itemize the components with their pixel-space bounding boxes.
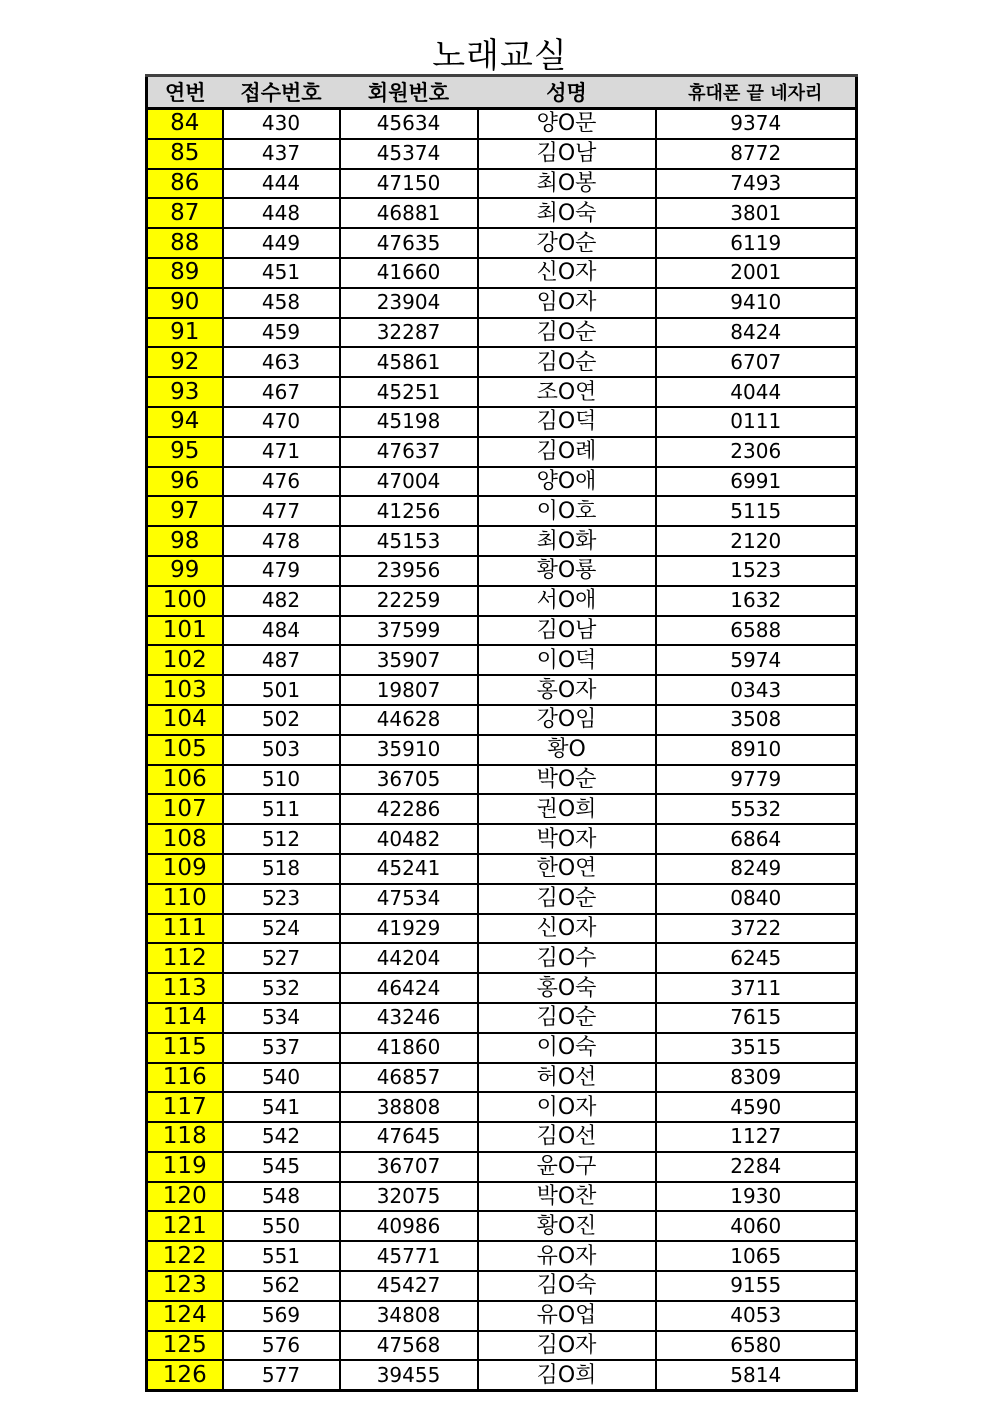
table-row [147, 1271, 857, 1301]
cell-seq: 86 [147, 169, 223, 199]
cell-name: 신O자 [478, 914, 656, 944]
cell-seq: 95 [147, 437, 223, 467]
table-row [147, 258, 857, 288]
cell-seq: 100 [147, 586, 223, 616]
cell-name: 최O화 [478, 526, 656, 556]
cell-member-number: 41256 [340, 496, 478, 526]
table-row [147, 526, 857, 556]
cell-receipt-number: 479 [223, 556, 340, 586]
cell-phone-last4: 3508 [656, 705, 857, 735]
cell-member-number: 45251 [340, 377, 478, 407]
table-row [147, 1301, 857, 1331]
cell-member-number: 47568 [340, 1331, 478, 1361]
cell-name: 강O순 [478, 228, 656, 258]
cell-name: 황O진 [478, 1211, 656, 1241]
table-row [147, 1331, 857, 1361]
cell-seq: 98 [147, 526, 223, 556]
table-row [147, 1092, 857, 1122]
cell-member-number: 23956 [340, 556, 478, 586]
cell-member-number: 32287 [340, 318, 478, 348]
cell-receipt-number: 545 [223, 1152, 340, 1182]
cell-seq: 124 [147, 1301, 223, 1331]
cell-member-number: 40482 [340, 824, 478, 854]
cell-seq: 104 [147, 705, 223, 735]
table-row [147, 765, 857, 795]
cell-receipt-number: 534 [223, 1003, 340, 1033]
cell-receipt-number: 502 [223, 705, 340, 735]
cell-member-number: 45198 [340, 407, 478, 437]
cell-name: 황O룡 [478, 556, 656, 586]
cell-name: 홍O자 [478, 675, 656, 705]
cell-seq: 125 [147, 1331, 223, 1361]
header-name: 성명 [478, 76, 656, 109]
cell-name: 허O선 [478, 1063, 656, 1093]
cell-member-number: 47534 [340, 884, 478, 914]
cell-seq: 122 [147, 1241, 223, 1271]
cell-seq: 103 [147, 675, 223, 705]
cell-seq: 121 [147, 1211, 223, 1241]
cell-receipt-number: 512 [223, 824, 340, 854]
cell-receipt-number: 458 [223, 288, 340, 318]
table-row [147, 586, 857, 616]
cell-name: 유O자 [478, 1241, 656, 1271]
cell-seq: 85 [147, 139, 223, 169]
page-title: 노래교실 [432, 36, 568, 76]
cell-member-number: 46857 [340, 1063, 478, 1093]
cell-seq: 96 [147, 467, 223, 497]
cell-receipt-number: 548 [223, 1182, 340, 1212]
cell-member-number: 47635 [340, 228, 478, 258]
cell-member-number: 36707 [340, 1152, 478, 1182]
cell-name: 박O순 [478, 765, 656, 795]
cell-member-number: 45374 [340, 139, 478, 169]
cell-member-number: 47150 [340, 169, 478, 199]
cell-name: 양O애 [478, 467, 656, 497]
cell-phone-last4: 2001 [656, 258, 857, 288]
cell-member-number: 35910 [340, 735, 478, 765]
cell-seq: 120 [147, 1182, 223, 1212]
cell-seq: 109 [147, 854, 223, 884]
cell-phone-last4: 9155 [656, 1271, 857, 1301]
cell-phone-last4: 1127 [656, 1122, 857, 1152]
cell-phone-last4: 8772 [656, 139, 857, 169]
cell-member-number: 44204 [340, 943, 478, 973]
cell-name: 김O순 [478, 884, 656, 914]
cell-receipt-number: 532 [223, 973, 340, 1003]
cell-phone-last4: 6707 [656, 347, 857, 377]
cell-member-number: 39455 [340, 1360, 478, 1390]
table-row [147, 1360, 857, 1390]
table-row [147, 1003, 857, 1033]
table-row [147, 943, 857, 973]
cell-name: 박O자 [478, 824, 656, 854]
cell-seq: 117 [147, 1092, 223, 1122]
cell-seq: 108 [147, 824, 223, 854]
cell-name: 김O순 [478, 318, 656, 348]
cell-receipt-number: 523 [223, 884, 340, 914]
table-row [147, 1211, 857, 1241]
header-member-number: 회원번호 [340, 76, 478, 109]
cell-name: 김O례 [478, 437, 656, 467]
header-receipt-number: 접수번호 [223, 76, 340, 109]
cell-member-number: 40986 [340, 1211, 478, 1241]
cell-name: 김O희 [478, 1360, 656, 1390]
cell-name: 임O자 [478, 288, 656, 318]
cell-name: 권O희 [478, 794, 656, 824]
table-row [147, 169, 857, 199]
cell-receipt-number: 541 [223, 1092, 340, 1122]
cell-phone-last4: 7493 [656, 169, 857, 199]
cell-member-number: 42286 [340, 794, 478, 824]
table-row [147, 616, 857, 646]
cell-seq: 94 [147, 407, 223, 437]
cell-seq: 114 [147, 1003, 223, 1033]
cell-receipt-number: 524 [223, 914, 340, 944]
cell-phone-last4: 2306 [656, 437, 857, 467]
cell-seq: 107 [147, 794, 223, 824]
cell-member-number: 45634 [340, 109, 478, 139]
table-row [147, 854, 857, 884]
table-row [147, 675, 857, 705]
table-row [147, 288, 857, 318]
cell-phone-last4: 8249 [656, 854, 857, 884]
table-row [147, 556, 857, 586]
cell-name: 윤O구 [478, 1152, 656, 1182]
table-row [147, 1063, 857, 1093]
table-row [147, 705, 857, 735]
cell-receipt-number: 476 [223, 467, 340, 497]
cell-phone-last4: 5814 [656, 1360, 857, 1390]
cell-name: 서O애 [478, 586, 656, 616]
table-body [147, 109, 857, 1391]
cell-member-number: 37599 [340, 616, 478, 646]
cell-member-number: 36705 [340, 765, 478, 795]
cell-phone-last4: 9779 [656, 765, 857, 795]
table-row [147, 377, 857, 407]
cell-receipt-number: 430 [223, 109, 340, 139]
cell-name: 김O남 [478, 616, 656, 646]
cell-receipt-number: 478 [223, 526, 340, 556]
cell-seq: 123 [147, 1271, 223, 1301]
cell-receipt-number: 482 [223, 586, 340, 616]
cell-member-number: 35907 [340, 645, 478, 675]
cell-seq: 116 [147, 1063, 223, 1093]
cell-name: 양O문 [478, 109, 656, 139]
cell-member-number: 32075 [340, 1182, 478, 1212]
cell-seq: 101 [147, 616, 223, 646]
table-row [147, 109, 857, 139]
cell-phone-last4: 1632 [656, 586, 857, 616]
cell-receipt-number: 577 [223, 1360, 340, 1390]
cell-phone-last4: 0840 [656, 884, 857, 914]
table-row [147, 198, 857, 228]
cell-receipt-number: 527 [223, 943, 340, 973]
cell-phone-last4: 4590 [656, 1092, 857, 1122]
cell-phone-last4: 0111 [656, 407, 857, 437]
cell-member-number: 23904 [340, 288, 478, 318]
cell-member-number: 44628 [340, 705, 478, 735]
table-row [147, 1152, 857, 1182]
table-row [147, 318, 857, 348]
cell-name: 홍O숙 [478, 973, 656, 1003]
cell-name: 김O숙 [478, 1271, 656, 1301]
cell-member-number: 46424 [340, 973, 478, 1003]
cell-seq: 115 [147, 1033, 223, 1063]
cell-phone-last4: 8910 [656, 735, 857, 765]
cell-seq: 99 [147, 556, 223, 586]
table-row [147, 228, 857, 258]
cell-name: 조O연 [478, 377, 656, 407]
table-row [147, 1182, 857, 1212]
table-row [147, 1241, 857, 1271]
cell-receipt-number: 448 [223, 198, 340, 228]
cell-member-number: 34808 [340, 1301, 478, 1331]
cell-receipt-number: 477 [223, 496, 340, 526]
cell-receipt-number: 576 [223, 1331, 340, 1361]
cell-seq: 119 [147, 1152, 223, 1182]
table-row [147, 467, 857, 497]
cell-phone-last4: 7615 [656, 1003, 857, 1033]
cell-name: 한O연 [478, 854, 656, 884]
table-row [147, 824, 857, 854]
cell-phone-last4: 6119 [656, 228, 857, 258]
cell-seq: 88 [147, 228, 223, 258]
cell-phone-last4: 5115 [656, 496, 857, 526]
cell-member-number: 45241 [340, 854, 478, 884]
cell-receipt-number: 484 [223, 616, 340, 646]
cell-receipt-number: 569 [223, 1301, 340, 1331]
cell-name: 김O자 [478, 1331, 656, 1361]
cell-seq: 92 [147, 347, 223, 377]
cell-phone-last4: 3722 [656, 914, 857, 944]
cell-phone-last4: 3801 [656, 198, 857, 228]
cell-member-number: 47004 [340, 467, 478, 497]
cell-member-number: 47645 [340, 1122, 478, 1152]
cell-receipt-number: 550 [223, 1211, 340, 1241]
table-row [147, 407, 857, 437]
cell-seq: 110 [147, 884, 223, 914]
cell-phone-last4: 4044 [656, 377, 857, 407]
cell-phone-last4: 6864 [656, 824, 857, 854]
cell-seq: 113 [147, 973, 223, 1003]
cell-phone-last4: 3515 [656, 1033, 857, 1063]
header-row [147, 76, 857, 109]
cell-name: 이O숙 [478, 1033, 656, 1063]
cell-receipt-number: 511 [223, 794, 340, 824]
cell-name: 김O순 [478, 347, 656, 377]
cell-name: 이O덕 [478, 645, 656, 675]
cell-receipt-number: 487 [223, 645, 340, 675]
header-phone-last4: 휴대폰 끝 네자리 [656, 76, 857, 109]
cell-receipt-number: 501 [223, 675, 340, 705]
table-row [147, 645, 857, 675]
cell-name: 최O봉 [478, 169, 656, 199]
cell-name: 김O덕 [478, 407, 656, 437]
cell-phone-last4: 3711 [656, 973, 857, 1003]
cell-name: 김O선 [478, 1122, 656, 1152]
cell-member-number: 41660 [340, 258, 478, 288]
cell-receipt-number: 470 [223, 407, 340, 437]
cell-phone-last4: 9410 [656, 288, 857, 318]
table-row [147, 914, 857, 944]
cell-phone-last4: 5532 [656, 794, 857, 824]
cell-seq: 97 [147, 496, 223, 526]
cell-receipt-number: 562 [223, 1271, 340, 1301]
cell-receipt-number: 467 [223, 377, 340, 407]
cell-member-number: 46881 [340, 198, 478, 228]
cell-receipt-number: 471 [223, 437, 340, 467]
cell-name: 강O임 [478, 705, 656, 735]
cell-phone-last4: 1523 [656, 556, 857, 586]
cell-phone-last4: 2120 [656, 526, 857, 556]
cell-receipt-number: 449 [223, 228, 340, 258]
table-row [147, 139, 857, 169]
cell-seq: 112 [147, 943, 223, 973]
cell-member-number: 41860 [340, 1033, 478, 1063]
cell-seq: 93 [147, 377, 223, 407]
table-row [147, 884, 857, 914]
cell-phone-last4: 6245 [656, 943, 857, 973]
cell-member-number: 22259 [340, 586, 478, 616]
cell-name: 유O업 [478, 1301, 656, 1331]
cell-member-number: 45861 [340, 347, 478, 377]
cell-receipt-number: 437 [223, 139, 340, 169]
cell-seq: 87 [147, 198, 223, 228]
cell-receipt-number: 537 [223, 1033, 340, 1063]
cell-phone-last4: 8424 [656, 318, 857, 348]
cell-receipt-number: 510 [223, 765, 340, 795]
cell-receipt-number: 551 [223, 1241, 340, 1271]
table-row [147, 437, 857, 467]
cell-name: 김O남 [478, 139, 656, 169]
cell-seq: 126 [147, 1360, 223, 1390]
cell-member-number: 19807 [340, 675, 478, 705]
cell-member-number: 45771 [340, 1241, 478, 1271]
cell-phone-last4: 9374 [656, 109, 857, 139]
cell-phone-last4: 0343 [656, 675, 857, 705]
cell-seq: 91 [147, 318, 223, 348]
table-header [147, 76, 857, 109]
cell-name: 박O찬 [478, 1182, 656, 1212]
header-seq: 연번 [147, 76, 223, 109]
table-row [147, 1033, 857, 1063]
cell-receipt-number: 542 [223, 1122, 340, 1152]
cell-member-number: 45153 [340, 526, 478, 556]
table-row [147, 1122, 857, 1152]
cell-name: 김O순 [478, 1003, 656, 1033]
cell-seq: 102 [147, 645, 223, 675]
cell-seq: 118 [147, 1122, 223, 1152]
table-row [147, 973, 857, 1003]
cell-seq: 89 [147, 258, 223, 288]
cell-seq: 106 [147, 765, 223, 795]
cell-receipt-number: 518 [223, 854, 340, 884]
cell-member-number: 45427 [340, 1271, 478, 1301]
table-row [147, 735, 857, 765]
cell-member-number: 43246 [340, 1003, 478, 1033]
cell-receipt-number: 451 [223, 258, 340, 288]
cell-phone-last4: 5974 [656, 645, 857, 675]
cell-name: 최O숙 [478, 198, 656, 228]
cell-seq: 90 [147, 288, 223, 318]
roster-table [145, 74, 858, 1392]
cell-phone-last4: 1065 [656, 1241, 857, 1271]
cell-phone-last4: 4053 [656, 1301, 857, 1331]
cell-receipt-number: 540 [223, 1063, 340, 1093]
cell-receipt-number: 459 [223, 318, 340, 348]
cell-seq: 105 [147, 735, 223, 765]
cell-receipt-number: 503 [223, 735, 340, 765]
cell-member-number: 38808 [340, 1092, 478, 1122]
cell-phone-last4: 6580 [656, 1331, 857, 1361]
cell-member-number: 41929 [340, 914, 478, 944]
table-row [147, 794, 857, 824]
cell-phone-last4: 4060 [656, 1211, 857, 1241]
cell-phone-last4: 2284 [656, 1152, 857, 1182]
cell-name: 이O자 [478, 1092, 656, 1122]
cell-phone-last4: 6991 [656, 467, 857, 497]
cell-member-number: 47637 [340, 437, 478, 467]
cell-phone-last4: 6588 [656, 616, 857, 646]
cell-name: 황O [478, 735, 656, 765]
cell-name: 이O호 [478, 496, 656, 526]
cell-receipt-number: 444 [223, 169, 340, 199]
cell-phone-last4: 1930 [656, 1182, 857, 1212]
table-row [147, 347, 857, 377]
table-row [147, 496, 857, 526]
cell-name: 김O수 [478, 943, 656, 973]
cell-phone-last4: 8309 [656, 1063, 857, 1093]
cell-receipt-number: 463 [223, 347, 340, 377]
cell-name: 신O자 [478, 258, 656, 288]
cell-seq: 111 [147, 914, 223, 944]
cell-seq: 84 [147, 109, 223, 139]
